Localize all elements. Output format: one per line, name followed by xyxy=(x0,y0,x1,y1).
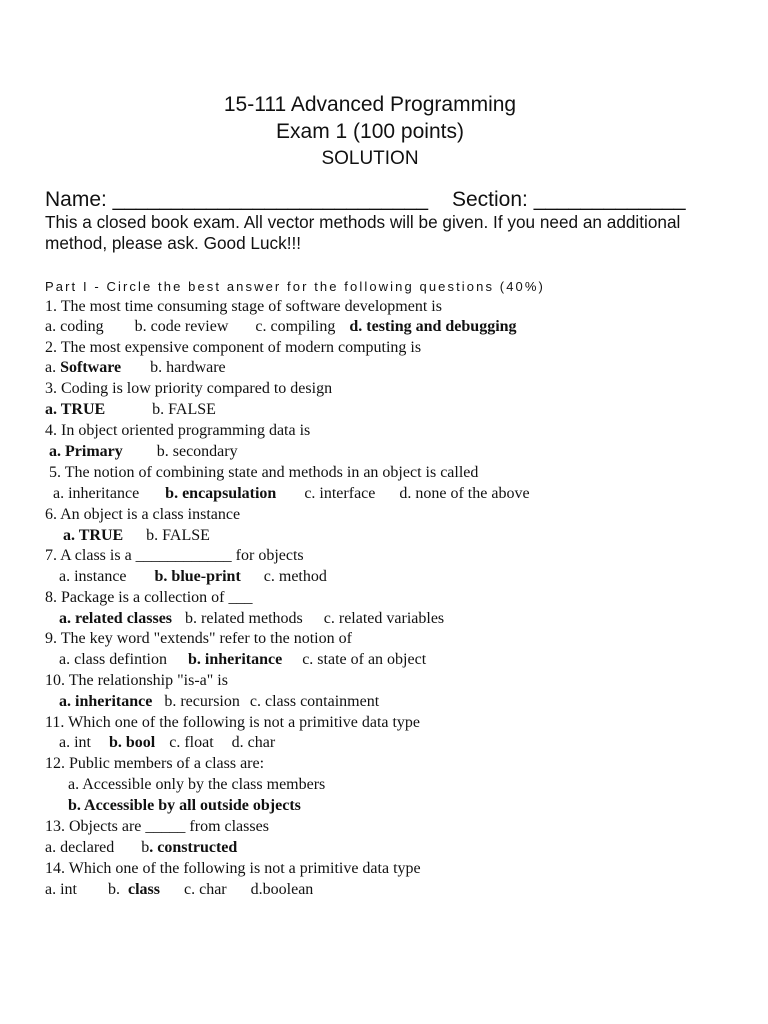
correct-option: a. related classes xyxy=(59,610,173,627)
option: b. FALSE xyxy=(146,527,210,544)
correct-option: a. TRUE xyxy=(45,401,106,418)
option: c. class containment xyxy=(249,693,380,710)
option: a. int xyxy=(45,881,77,898)
answers-7 xyxy=(59,567,327,587)
answers-5 xyxy=(53,484,530,504)
instructions-line-1: This a closed book exam. All vector methods will be given. If you need an additional xyxy=(45,212,681,232)
option-letter: b. xyxy=(108,881,120,898)
name-field-label: Name: ___________________________ xyxy=(45,188,429,211)
option: a. coding xyxy=(45,318,104,335)
option-letter: b xyxy=(141,839,150,856)
correct-option: b. encapsulation xyxy=(165,485,277,502)
question-8: 8. Package is a collection of ___ xyxy=(45,589,253,606)
option: c. state of an object xyxy=(302,651,427,668)
correct-option: b. bool xyxy=(109,734,156,751)
option: b. FALSE xyxy=(152,401,216,418)
answers-8 xyxy=(59,609,444,629)
option: c. float xyxy=(169,734,214,751)
answers-4 xyxy=(49,442,238,462)
section-field-label: Section: _____________ xyxy=(452,188,686,211)
answers-3 xyxy=(45,400,216,420)
exam-title: Exam 1 (100 points) xyxy=(276,120,464,143)
option: b. hardware xyxy=(150,359,226,376)
answers-1 xyxy=(45,317,517,337)
option: c. compiling xyxy=(255,318,336,335)
option: c. related variables xyxy=(323,610,445,627)
option: a. int xyxy=(59,734,91,751)
correct-option: . constructed xyxy=(149,839,238,856)
question-13: 13. Objects are _____ from classes xyxy=(45,818,269,835)
correct-option: b. blue-print xyxy=(154,568,241,585)
answers-13 xyxy=(45,838,237,858)
instructions-line-2: method, please ask. Good Luck!!! xyxy=(45,233,302,253)
option: d. none of the above xyxy=(399,485,530,502)
option: a. instance xyxy=(59,568,127,585)
question-12: 12. Public members of a class are: xyxy=(45,755,265,772)
option: c. interface xyxy=(304,485,376,502)
question-2: 2. The most expensive component of modern computing is xyxy=(45,339,422,356)
option: a. Accessible only by the class members xyxy=(68,776,326,793)
answers-11 xyxy=(59,733,275,753)
correct-option: b. Accessible by all outside objects xyxy=(68,797,301,814)
option-letter: a. xyxy=(45,359,57,376)
correct-option: Software xyxy=(60,359,122,376)
option: b. related methods xyxy=(185,610,303,627)
question-6: 6. An object is a class instance xyxy=(45,506,241,523)
question-10: 10. The relationship "is-a" is xyxy=(45,672,228,689)
question-5: 5. The notion of combining state and methods in an object is called xyxy=(49,464,479,481)
option: d. char xyxy=(231,734,276,751)
question-1: 1. The most time consuming stage of software development is xyxy=(45,298,442,315)
question-4: 4. In object oriented programming data is xyxy=(45,422,311,439)
question-7: 7. A class is a ____________ for objects xyxy=(45,547,304,564)
correct-option: a. TRUE xyxy=(63,527,124,544)
solution-label: SOLUTION xyxy=(321,148,419,169)
option: d.boolean xyxy=(250,881,314,898)
answers-14 xyxy=(45,880,313,900)
instructions xyxy=(45,212,735,254)
question-3: 3. Coding is low priority compared to design xyxy=(45,380,333,397)
option: b. code review xyxy=(134,318,229,335)
answers-9 xyxy=(59,650,426,670)
option: a. inheritance xyxy=(53,485,140,502)
question-14: 14. Which one of the following is not a primitive data type xyxy=(45,860,421,877)
correct-option: a. inheritance xyxy=(59,693,153,710)
correct-option: d. testing and debugging xyxy=(349,318,517,335)
option: b. secondary xyxy=(156,443,238,460)
correct-option: class xyxy=(128,881,160,898)
option: b. recursion xyxy=(164,693,240,710)
part-1-heading: Part I - Circle the best answer for the following questions (40%) xyxy=(45,279,545,294)
option: a. declared xyxy=(45,839,115,856)
option: a. class defintion xyxy=(59,651,167,668)
answers-6 xyxy=(63,526,210,546)
question-11: 11. Which one of the following is not a primitive data type xyxy=(45,714,421,731)
option: c. method xyxy=(263,568,327,585)
course-title: 15-111 Advanced Programming xyxy=(223,93,517,116)
answers-2 xyxy=(45,358,226,378)
correct-option: b. inheritance xyxy=(187,651,283,668)
answers-10 xyxy=(59,692,379,712)
question-9: 9. The key word "extends" refer to the notion of xyxy=(45,630,352,647)
correct-option: a. Primary xyxy=(49,443,123,460)
option: c. char xyxy=(184,881,227,898)
